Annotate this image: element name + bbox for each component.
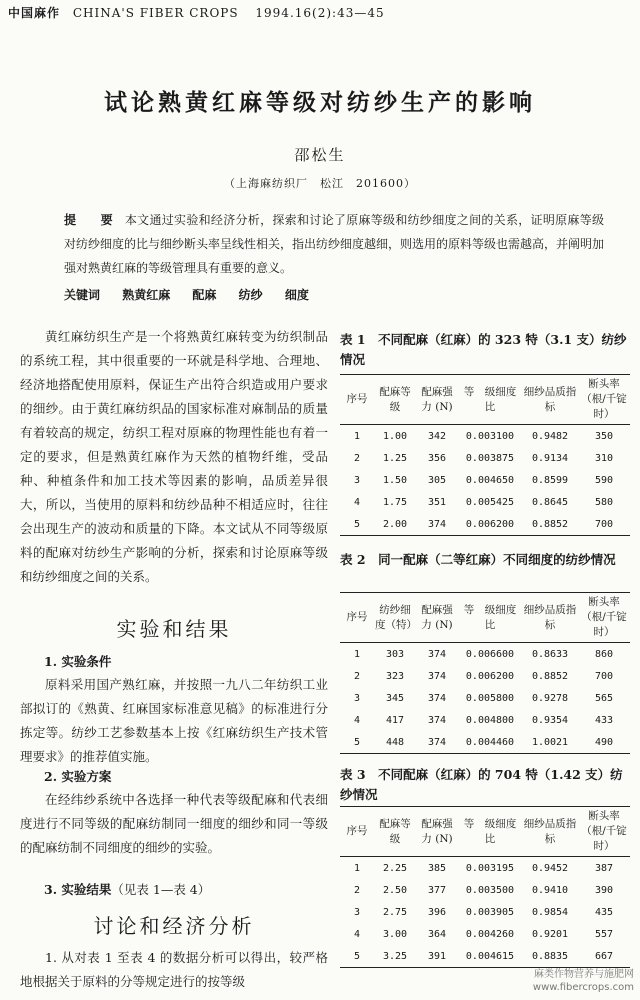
table-cell: 0.9452 [531,862,569,874]
table-row [340,425,630,448]
section-heading-experiment: 实验和结果 [116,617,232,641]
table-cell: 0.8633 [531,648,569,660]
table-header-cell: 配麻强力 (N) [416,375,458,425]
table-header-cell: 细纱品质指标 [522,807,578,857]
table-header-cell: 配麻等级 [374,807,416,857]
table-cell: 374 [427,648,447,660]
table-cell: 0.003875 [465,452,515,464]
abstract-label: 提 要 [64,213,119,227]
table-cell: 1.0021 [531,736,569,748]
table-cell: 350 [594,430,614,442]
table-cell: 0.9354 [531,714,569,726]
author-affiliation: （上海麻纺织厂 松江 201600） [224,177,416,190]
table-cell: 0.004260 [465,928,515,940]
table-row [340,687,630,709]
table-cell: 5 [353,518,361,530]
table-header-cell: 断头率（根/千锭时） [578,807,630,857]
table-cell: 4 [353,496,361,508]
table-cell: 0.005800 [465,692,515,704]
table-header-row [340,807,630,857]
table-cell: 1 [353,430,361,442]
paragraph-plan: 在经纬纱系统中各选择一种代表等级配麻和代表细度进行不同等级的配麻纺制同一细度的细纱和同一等级的配麻纺制不同细度的细纱的实验。 [20,792,328,855]
table-cell: 1.00 [382,430,408,442]
journal-header [8,4,385,21]
watermark-line1: 麻类作物营养与施肥网 [534,969,634,980]
table-row [340,513,630,536]
table-header-cell: 序号 [340,375,374,425]
table-cell: 4 [353,714,361,726]
table-cell: 4 [353,928,361,940]
table-cell: 1 [353,648,361,660]
paper-author: 邵松生 [294,146,346,164]
table-row [340,469,630,491]
table-cell: 2.50 [382,884,408,896]
table-header-cell: 配麻等级 [374,375,416,425]
table-cell: 2 [353,670,361,682]
table-cell: 364 [427,928,447,940]
table-header-cell: 等 级细度比 [458,807,522,857]
table-cell: 0.8599 [531,474,569,486]
journal-name-cn: 中国麻作 [8,6,61,20]
table-cell: 860 [594,648,614,660]
table3-title: 不同配麻（红麻）的 704 特（1.42 支）纺纱情况 [340,767,623,802]
table-cell: 391 [427,950,447,962]
table-cell: 0.005425 [465,496,515,508]
abstract [64,208,604,280]
keyword-item: 细度 [284,288,309,302]
table-cell: 417 [385,714,405,726]
table-cell: 387 [594,862,614,874]
table-cell: 0.003100 [465,430,515,442]
table-cell: 0.006200 [465,518,515,530]
table-cell: 342 [427,430,447,442]
table-cell: 305 [427,474,447,486]
table-cell: 390 [594,884,614,896]
table-cell: 374 [427,714,447,726]
subheading-conditions: 1. 实验条件 [44,654,112,669]
table-cell: 0.004460 [465,736,515,748]
table-header-cell: 细纱品质指标 [522,593,578,643]
table-cell: 2.00 [382,518,408,530]
table-cell: 0.9854 [531,906,569,918]
table-row [340,923,630,945]
table-header-cell: 配麻强力 (N) [416,807,458,857]
table-cell: 565 [594,692,614,704]
table-row [340,447,630,469]
table-cell: 374 [427,692,447,704]
table-cell: 435 [594,906,614,918]
table-cell: 433 [594,714,614,726]
paper-title: 试论熟黄红麻等级对纺纱生产的影响 [104,89,536,116]
keyword-item: 熟黄红麻 [122,288,171,302]
table-cell: 5 [353,950,361,962]
table-cell: 3 [353,906,361,918]
table-cell: 0.004800 [465,714,515,726]
table-cell: 2 [353,452,361,464]
intro-paragraph: 黄红麻纺织生产是一个将熟黄红麻转变为纺织制品的系统工程，其中很重要的一环就是科学地、合理地、经济地搭配使用原料，保证生产出符合织造或用户要求的细纱。由于黄红麻纺织品的国家标准对麻制品的质量有着较高的规定，纺织工程对原麻的物理性能也有着一定的要求，但是熟黄红麻作为天然的植物纤维，受品种、种植条件和加工技术等因素的影响，品质差异很大，所以，当使用的原料和纺纱品种不相适应时，往往会出现生产的波动和质量的下降。本文试从不同等级原料的配麻对纺纱生产影响的分析，探索和讨论原麻等级和纺纱细度之间的关系。 [20,329,328,584]
table-cell: 0.9201 [531,928,569,940]
table-header-cell: 断头率（根/千锭时） [578,593,630,643]
table-header-cell: 断头率（根/千锭时） [578,375,630,425]
table-cell: 0.8852 [531,518,569,530]
table-2 [340,592,630,754]
table-cell: 323 [385,670,405,682]
table-cell: 700 [594,670,614,682]
table1-title: 不同配麻（红麻）的 323 特（3.1 支）纺纱情况 [340,332,627,367]
table-cell: 374 [427,736,447,748]
results-label: 3. 实验结果 [44,882,112,897]
keyword-item: 配麻 [192,288,217,302]
table-cell: 0.8835 [531,950,569,962]
table-cell: 0.004615 [465,950,515,962]
journal-name-en: CHINA'S FIBER CROPS [72,6,239,20]
table-row [340,491,630,513]
table-row [340,857,630,880]
table-cell: 377 [427,884,447,896]
paragraph-discussion: 1. 从对表 1 至表 4 的数据分析可以得出，较严格地根据关于原料的分等规定进行的按等级 [20,950,328,989]
table-cell: 0.004650 [465,474,515,486]
abstract-text: 本文通过实验和经济分析，探索和讨论了原麻等级和纺纱细度之间的关系，证明原麻等级对纺纱细度的比与细纱断头率呈线性相关，指出纺纱细度越细，则选用的原料等级也需越高，并阐明加强对熟黄红麻的等级管理具有重要的意义。 [64,213,605,275]
table-cell: 396 [427,906,447,918]
table-cell: 2 [353,884,361,896]
table-header-cell: 序号 [340,593,374,643]
table2-number: 表 2 [340,552,366,567]
journal-citation: 1994.16(2):43—45 [255,6,385,20]
table-cell: 0.9410 [531,884,569,896]
table-cell: 0.9278 [531,692,569,704]
table-cell: 351 [427,496,447,508]
table3-caption [340,765,630,805]
paragraph-conditions: 原料采用国产熟红麻，并按照一九八二年纺织工业部拟订的《熟黄、红麻国家标准意见稿》的标准进行分拣定等。纺纱工艺参数基本上按《红麻纺织生产技术管理要求》的推荐值实施。 [20,677,328,764]
section-heading-discussion: 讨论和经济分析 [93,914,255,938]
table-header-row [340,593,630,643]
site-watermark [533,968,634,994]
table-cell: 3.25 [382,950,408,962]
keyword-item: 纺纱 [238,288,263,302]
table-row [340,879,630,901]
table-cell: 385 [427,862,447,874]
table-cell: 580 [594,496,614,508]
table-header-cell: 配麻强力 (N) [416,593,458,643]
table3-number: 表 3 [340,767,366,782]
table-cell: 1 [353,862,361,874]
table-cell: 1.75 [382,496,408,508]
table-cell: 3.00 [382,928,408,940]
table-cell: 374 [427,670,447,682]
table-cell: 303 [385,648,405,660]
keywords [64,286,604,303]
table-cell: 700 [594,518,614,530]
table2-title: 同一配麻（二等红麻）不同细度的纺纱情况 [378,552,616,567]
table-cell: 490 [594,736,614,748]
table-cell: 0.9482 [531,430,569,442]
table-3 [340,806,630,968]
table-cell: 3 [353,474,361,486]
table-cell: 1.25 [382,452,408,464]
table-header-cell: 等 级细度比 [458,375,522,425]
table-cell: 0.003500 [465,884,515,896]
table-header-row [340,375,630,425]
table-cell: 374 [427,518,447,530]
table-cell: 2.25 [382,862,408,874]
table-cell: 448 [385,736,405,748]
watermark-line2: www.fibercrops.com [532,982,634,993]
table-cell: 1.50 [382,474,408,486]
table-row [340,731,630,754]
table-cell: 356 [427,452,447,464]
table-row [340,901,630,923]
table-cell: 0.9134 [531,452,569,464]
table-row [340,709,630,731]
table-cell: 667 [594,950,614,962]
table-cell: 310 [594,452,614,464]
table-cell: 590 [594,474,614,486]
table-cell: 2.75 [382,906,408,918]
table-cell: 0.8645 [531,496,569,508]
table-header-cell: 等 级细度比 [458,593,522,643]
table1-number: 表 1 [340,332,366,347]
table-row [340,945,630,968]
table-cell: 0.006200 [465,670,515,682]
table-1 [340,374,630,536]
table-cell: 5 [353,736,361,748]
results-ref: （见表 1—表 4） [111,882,211,897]
table-cell: 0.003905 [465,906,515,918]
keywords-label: 关键词 [64,288,101,302]
table-cell: 0.8852 [531,670,569,682]
table-row [340,665,630,687]
table-cell: 0.006600 [465,648,515,660]
table-header-cell: 序号 [340,807,374,857]
table-cell: 0.003195 [465,862,515,874]
table1-caption [340,330,630,370]
table-header-cell: 细纱品质指标 [522,375,578,425]
table-header-cell: 纺纱细度（特） [374,593,416,643]
subheading-plan: 2. 实验方案 [44,769,112,784]
table-cell: 345 [385,692,405,704]
subheading-results [44,878,210,902]
table-cell: 3 [353,692,361,704]
table-row [340,643,630,666]
table2-caption [340,550,630,570]
table-cell: 557 [594,928,614,940]
